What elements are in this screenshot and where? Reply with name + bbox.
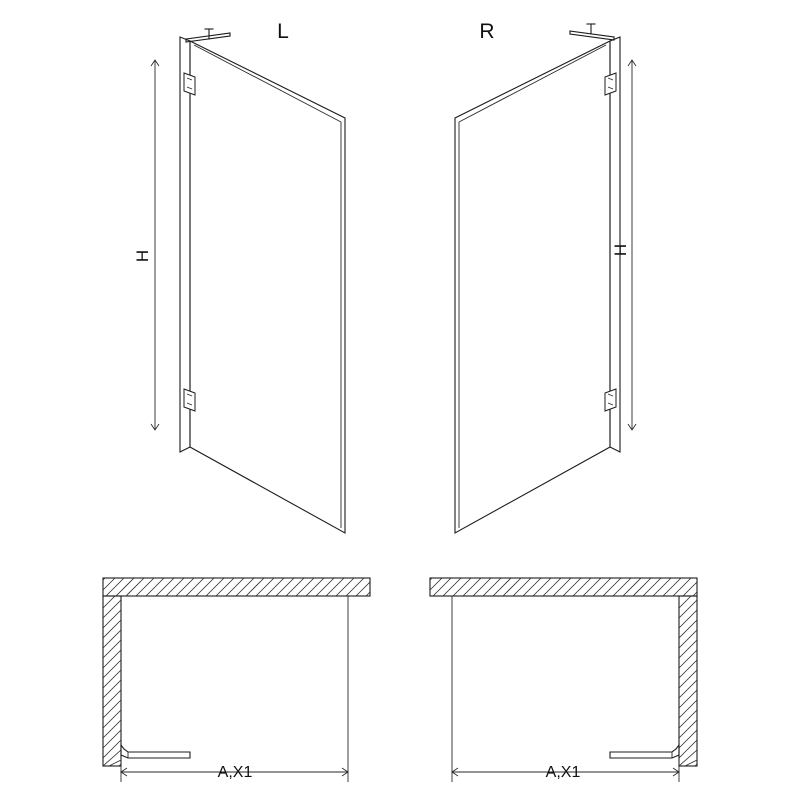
- wall-bracket-left-lower: [184, 389, 195, 411]
- support-bar-right: [570, 24, 614, 40]
- glass-panel-left: [190, 41, 345, 533]
- wall-hatching-right-top: [430, 578, 697, 596]
- wall-hatching-left-top: [103, 578, 370, 596]
- label-width-left: A,X1: [217, 764, 253, 781]
- wall-bracket-left-upper: [184, 73, 195, 95]
- dimension-height-left: [151, 60, 159, 430]
- wall-hatching-right-side: [679, 596, 697, 766]
- dimension-width-left: [121, 596, 348, 782]
- glass-panel-right: [455, 41, 610, 533]
- label-height-left: H: [133, 249, 152, 263]
- wall-hatching-left-side: [103, 596, 121, 766]
- view-bottom-left: [103, 578, 370, 782]
- view-top-right: [455, 24, 636, 533]
- label-variant-right: R: [479, 20, 495, 43]
- wall-bracket-right-lower: [605, 389, 616, 411]
- label-variant-left: L: [277, 20, 289, 43]
- glass-panel-plan-right: [610, 745, 679, 758]
- support-bar-left: [186, 29, 230, 42]
- label-width-right: A,X1: [545, 764, 581, 781]
- view-bottom-right: [430, 578, 697, 782]
- glass-panel-plan-left: [121, 745, 190, 758]
- wall-bracket-right-upper: [605, 73, 616, 95]
- dimension-width-right: [452, 596, 679, 782]
- label-height-right: H: [611, 243, 630, 257]
- view-top-left: [151, 29, 345, 533]
